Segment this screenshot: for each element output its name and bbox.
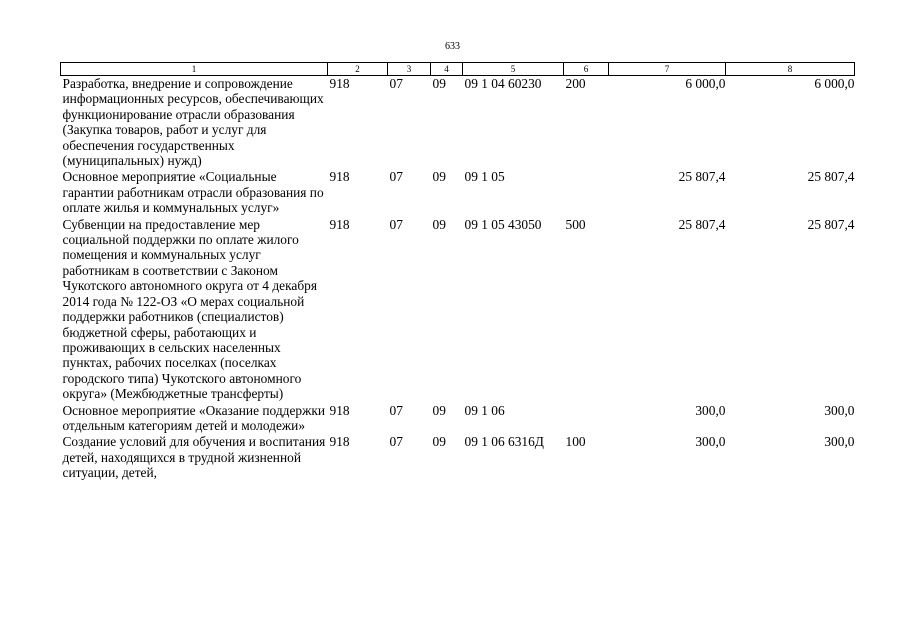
row-sum-1: 6 000,0: [685, 76, 726, 91]
row-name: Разработка, внедрение и сопровождение информационных ресурсов, обеспечивающих функционирование отрасли образования (Закупка товаров, работ и услуг для обеспечения государственных (муниципальных) нужд): [62, 76, 324, 169]
row-expense-type: 200: [565, 76, 586, 91]
row-sum-1: 25 807,4: [678, 169, 726, 185]
column-header: 6: [564, 63, 609, 76]
row-sum-1: 300,0: [695, 434, 726, 450]
column-header: 2: [328, 63, 388, 76]
column-header: 5: [463, 63, 564, 76]
column-header: 7: [609, 63, 726, 76]
row-target-article: 09 1 04 60230: [464, 76, 542, 91]
column-header: 4: [431, 63, 463, 76]
page-number: 633: [445, 41, 460, 52]
table-row: [61, 434, 855, 481]
row-section: 07: [389, 434, 403, 450]
row-section: 07: [389, 169, 403, 185]
row-subsection: 09: [432, 216, 446, 232]
row-target-article: 09 1 06: [464, 402, 505, 418]
row-subsection: 09: [432, 402, 446, 418]
row-target-article: 09 1 05: [464, 169, 505, 185]
column-header: 3: [388, 63, 431, 76]
table-row: [61, 403, 855, 435]
row-sum-1: 25 807,4: [678, 216, 726, 232]
row-expense-type: 100: [565, 434, 586, 450]
row-target-article: 09 1 06 6316Д: [464, 434, 544, 450]
row-section: 07: [389, 402, 403, 418]
row-expense-type: [564, 169, 609, 216]
table-row: [61, 169, 855, 216]
row-grbs: 918: [329, 169, 350, 185]
row-grbs: 918: [329, 76, 350, 91]
row-target-article: 09 1 05 43050: [464, 216, 542, 232]
row-sum-2: 6 000,0: [814, 76, 855, 91]
row-sum-2: 25 807,4: [807, 216, 855, 232]
row-section: 07: [389, 76, 403, 91]
row-grbs: 918: [329, 216, 350, 232]
budget-table: [60, 62, 855, 482]
row-grbs: 918: [329, 402, 350, 418]
row-name: Субвенции на предоставление мер социальной поддержки по оплате жилого помещения и коммунальных услуг работникам в соответствии с Законом Чукотского автономного округа от 4 декабря 2014 года № 122-ОЗ «О мерах социальной поддержки работников (специалистов) бюджетной сферы, работающих и проживающих в сельских населенных пунктах, рабочих поселках (поселках городского типа) Чукотского автономного округа» (Межбюджетные трансферты): [62, 216, 317, 402]
row-sum-2: 300,0: [824, 434, 855, 450]
row-subsection: 09: [432, 169, 446, 185]
row-expense-type: [564, 403, 609, 435]
row-sum-2: 25 807,4: [807, 169, 855, 185]
row-name: Создание условий для обучения и воспитания детей, находящихся в трудной жизненной ситуации, детей,: [62, 434, 326, 481]
row-expense-type: 500: [565, 216, 586, 232]
row-sum-1: 300,0: [695, 402, 726, 418]
table-row: [61, 76, 855, 170]
header-row: [61, 63, 855, 76]
row-subsection: 09: [432, 76, 446, 91]
row-name: Основное мероприятие «Оказание поддержки отдельным категориям детей и молодежи»: [62, 402, 326, 433]
column-header: 1: [61, 63, 328, 76]
row-section: 07: [389, 216, 403, 232]
row-grbs: 918: [329, 434, 350, 450]
row-name: Основное мероприятие «Социальные гарантии работникам отрасли образования по оплате жилья и коммунальных услуг»: [62, 169, 324, 216]
table-row: [61, 217, 855, 403]
row-subsection: 09: [432, 434, 446, 450]
column-header: 8: [726, 63, 855, 76]
row-sum-2: 300,0: [824, 402, 855, 418]
